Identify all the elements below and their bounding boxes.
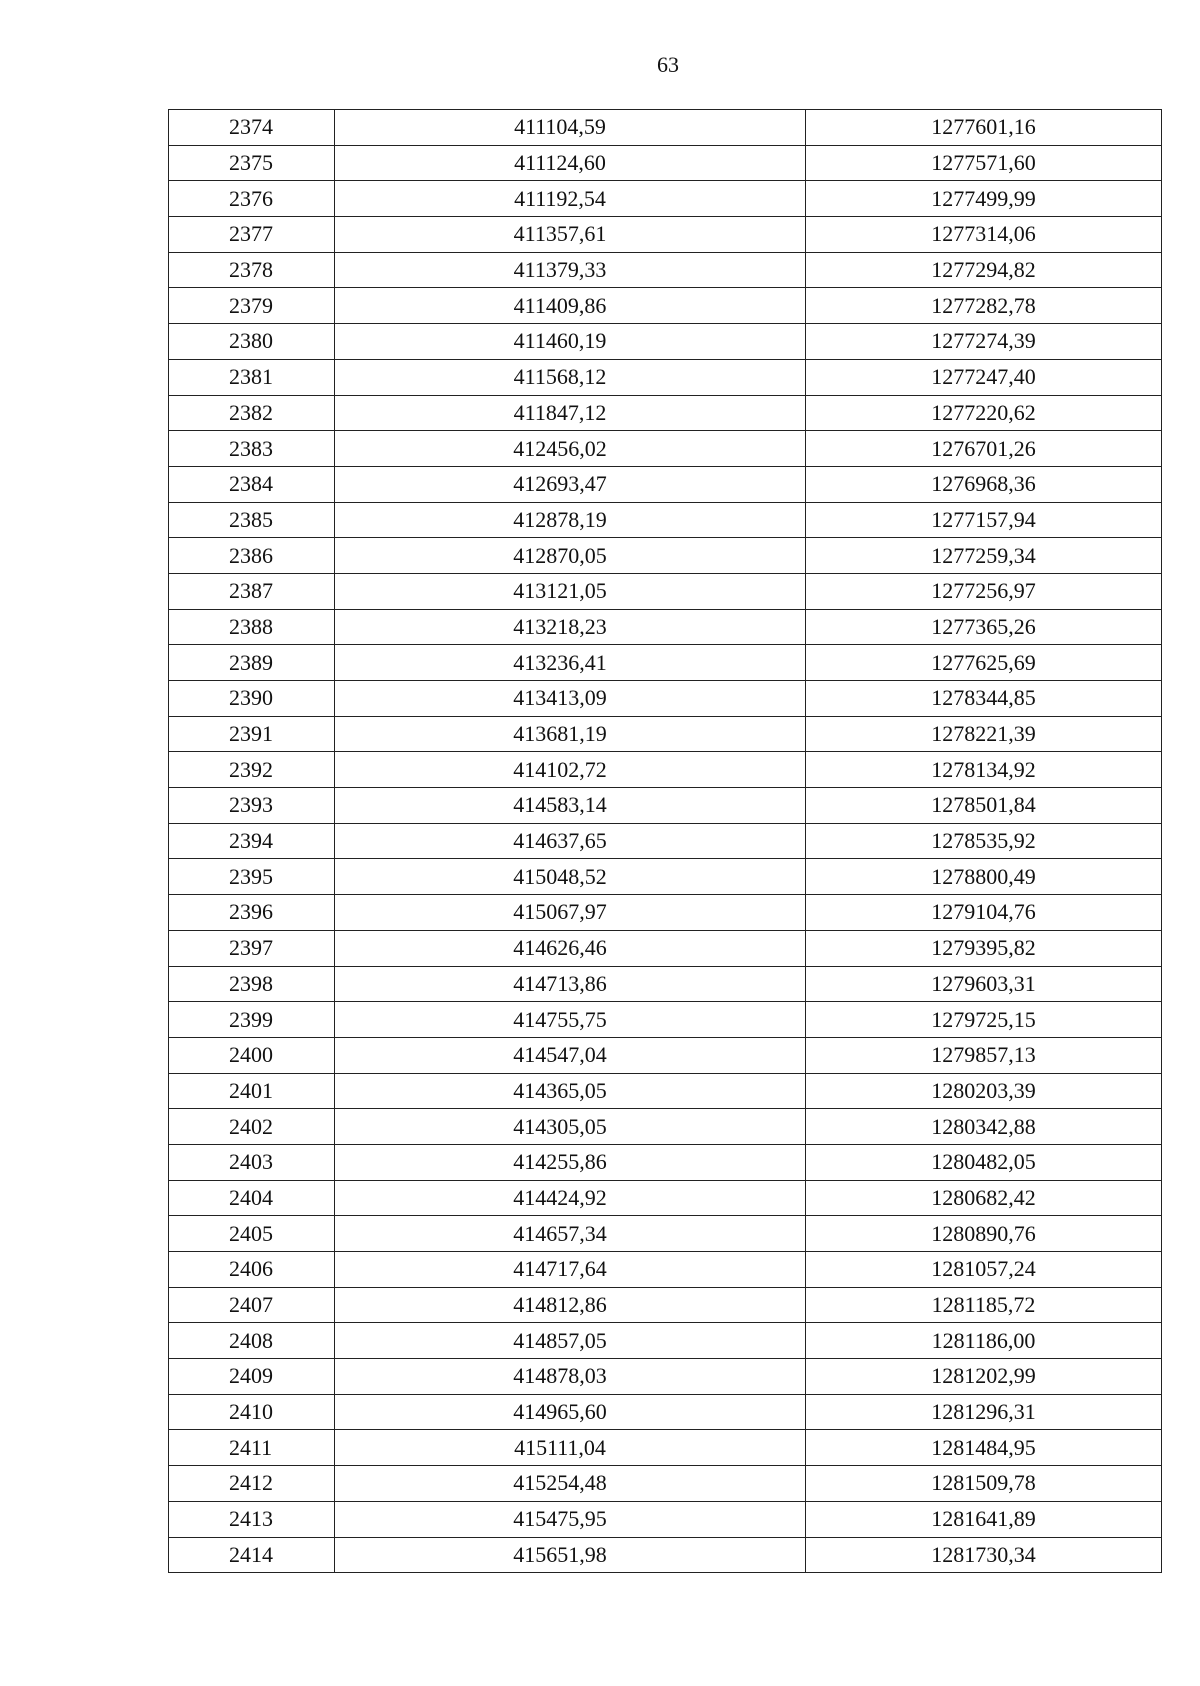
point-number-cell: 2405 [169,1216,335,1252]
point-number-cell: 2393 [169,788,335,824]
x-coordinate-cell: 411379,33 [335,252,806,288]
point-number-cell: 2378 [169,252,335,288]
x-coordinate-cell: 411568,12 [335,359,806,395]
table-row [169,1430,1162,1466]
coordinates-table-body [169,110,1162,1573]
table-row [169,538,1162,574]
x-coordinate-cell: 411409,86 [335,288,806,324]
y-coordinate-cell: 1279104,76 [806,895,1162,931]
y-coordinate-cell: 1279725,15 [806,1002,1162,1038]
point-number-cell: 2402 [169,1109,335,1145]
x-coordinate-cell: 415254,48 [335,1466,806,1502]
x-coordinate-cell: 415651,98 [335,1537,806,1573]
table-row [169,217,1162,253]
x-coordinate-cell: 414755,75 [335,1002,806,1038]
table-row [169,930,1162,966]
x-coordinate-cell: 415111,04 [335,1430,806,1466]
point-number-cell: 2412 [169,1466,335,1502]
y-coordinate-cell: 1277259,34 [806,538,1162,574]
x-coordinate-cell: 411847,12 [335,395,806,431]
y-coordinate-cell: 1277247,40 [806,359,1162,395]
point-number-cell: 2379 [169,288,335,324]
y-coordinate-cell: 1276968,36 [806,466,1162,502]
y-coordinate-cell: 1281484,95 [806,1430,1162,1466]
x-coordinate-cell: 414965,60 [335,1394,806,1430]
point-number-cell: 2400 [169,1037,335,1073]
x-coordinate-cell: 414424,92 [335,1180,806,1216]
point-number-cell: 2396 [169,895,335,931]
x-coordinate-cell: 414713,86 [335,966,806,1002]
point-number-cell: 2381 [169,359,335,395]
table-row [169,395,1162,431]
point-number-cell: 2410 [169,1394,335,1430]
y-coordinate-cell: 1281641,89 [806,1501,1162,1537]
table-row [169,252,1162,288]
table-row [169,145,1162,181]
table-row [169,895,1162,931]
y-coordinate-cell: 1278800,49 [806,859,1162,895]
x-coordinate-cell: 415067,97 [335,895,806,931]
table-row [169,1466,1162,1502]
y-coordinate-cell: 1278501,84 [806,788,1162,824]
y-coordinate-cell: 1277256,97 [806,573,1162,609]
table-row [169,359,1162,395]
table-row [169,573,1162,609]
y-coordinate-cell: 1281296,31 [806,1394,1162,1430]
x-coordinate-cell: 412456,02 [335,431,806,467]
point-number-cell: 2387 [169,573,335,609]
y-coordinate-cell: 1277274,39 [806,324,1162,360]
point-number-cell: 2377 [169,217,335,253]
x-coordinate-cell: 414365,05 [335,1073,806,1109]
x-coordinate-cell: 412878,19 [335,502,806,538]
y-coordinate-cell: 1276701,26 [806,431,1162,467]
x-coordinate-cell: 411104,59 [335,110,806,146]
x-coordinate-cell: 414102,72 [335,752,806,788]
point-number-cell: 2407 [169,1287,335,1323]
y-coordinate-cell: 1277314,06 [806,217,1162,253]
y-coordinate-cell: 1278344,85 [806,681,1162,717]
x-coordinate-cell: 413121,05 [335,573,806,609]
y-coordinate-cell: 1277294,82 [806,252,1162,288]
x-coordinate-cell: 411357,61 [335,217,806,253]
table-row [169,1501,1162,1537]
y-coordinate-cell: 1278134,92 [806,752,1162,788]
table-row [169,1394,1162,1430]
x-coordinate-cell: 411124,60 [335,145,806,181]
point-number-cell: 2408 [169,1323,335,1359]
x-coordinate-cell: 413218,23 [335,609,806,645]
table-row [169,1109,1162,1145]
x-coordinate-cell: 415048,52 [335,859,806,895]
table-row [169,1537,1162,1573]
table-row [169,1002,1162,1038]
table-row [169,788,1162,824]
table-row [169,1323,1162,1359]
point-number-cell: 2376 [169,181,335,217]
table-row [169,1216,1162,1252]
x-coordinate-cell: 414637,65 [335,823,806,859]
point-number-cell: 2399 [169,1002,335,1038]
y-coordinate-cell: 1278221,39 [806,716,1162,752]
x-coordinate-cell: 413413,09 [335,681,806,717]
point-number-cell: 2390 [169,681,335,717]
point-number-cell: 2380 [169,324,335,360]
y-coordinate-cell: 1280682,42 [806,1180,1162,1216]
x-coordinate-cell: 414857,05 [335,1323,806,1359]
point-number-cell: 2395 [169,859,335,895]
table-row [169,752,1162,788]
x-coordinate-cell: 411460,19 [335,324,806,360]
table-row [169,1287,1162,1323]
point-number-cell: 2397 [169,930,335,966]
table-row [169,1359,1162,1395]
table-row [169,1144,1162,1180]
table-row [169,431,1162,467]
table-row [169,1180,1162,1216]
table-row [169,859,1162,895]
table-row [169,181,1162,217]
x-coordinate-cell: 411192,54 [335,181,806,217]
x-coordinate-cell: 414812,86 [335,1287,806,1323]
point-number-cell: 2374 [169,110,335,146]
coordinates-table [168,109,1162,1573]
point-number-cell: 2385 [169,502,335,538]
y-coordinate-cell: 1277625,69 [806,645,1162,681]
x-coordinate-cell: 414255,86 [335,1144,806,1180]
table-row [169,1037,1162,1073]
x-coordinate-cell: 413681,19 [335,716,806,752]
point-number-cell: 2398 [169,966,335,1002]
x-coordinate-cell: 414547,04 [335,1037,806,1073]
y-coordinate-cell: 1281730,34 [806,1537,1162,1573]
table-row [169,1073,1162,1109]
y-coordinate-cell: 1280203,39 [806,1073,1162,1109]
x-coordinate-cell: 414657,34 [335,1216,806,1252]
point-number-cell: 2404 [169,1180,335,1216]
y-coordinate-cell: 1281185,72 [806,1287,1162,1323]
y-coordinate-cell: 1280482,05 [806,1144,1162,1180]
y-coordinate-cell: 1277365,26 [806,609,1162,645]
point-number-cell: 2389 [169,645,335,681]
x-coordinate-cell: 414878,03 [335,1359,806,1395]
y-coordinate-cell: 1277220,62 [806,395,1162,431]
table-row [169,645,1162,681]
table-row [169,681,1162,717]
y-coordinate-cell: 1281509,78 [806,1466,1162,1502]
point-number-cell: 2394 [169,823,335,859]
point-number-cell: 2414 [169,1537,335,1573]
table-row [169,466,1162,502]
table-row [169,288,1162,324]
table-row [169,1252,1162,1288]
x-coordinate-cell: 414583,14 [335,788,806,824]
x-coordinate-cell: 415475,95 [335,1501,806,1537]
table-row [169,324,1162,360]
y-coordinate-cell: 1279395,82 [806,930,1162,966]
table-row [169,966,1162,1002]
point-number-cell: 2401 [169,1073,335,1109]
point-number-cell: 2382 [169,395,335,431]
y-coordinate-cell: 1281057,24 [806,1252,1162,1288]
y-coordinate-cell: 1279603,31 [806,966,1162,1002]
x-coordinate-cell: 414717,64 [335,1252,806,1288]
page-number: 63 [657,52,679,77]
point-number-cell: 2391 [169,716,335,752]
point-number-cell: 2406 [169,1252,335,1288]
point-number-cell: 2409 [169,1359,335,1395]
point-number-cell: 2392 [169,752,335,788]
x-coordinate-cell: 412693,47 [335,466,806,502]
y-coordinate-cell: 1281186,00 [806,1323,1162,1359]
point-number-cell: 2375 [169,145,335,181]
point-number-cell: 2383 [169,431,335,467]
y-coordinate-cell: 1280342,88 [806,1109,1162,1145]
point-number-cell: 2384 [169,466,335,502]
y-coordinate-cell: 1277571,60 [806,145,1162,181]
y-coordinate-cell: 1278535,92 [806,823,1162,859]
table-row [169,502,1162,538]
y-coordinate-cell: 1277601,16 [806,110,1162,146]
y-coordinate-cell: 1277499,99 [806,181,1162,217]
point-number-cell: 2386 [169,538,335,574]
table-row [169,110,1162,146]
x-coordinate-cell: 414305,05 [335,1109,806,1145]
table-row [169,716,1162,752]
y-coordinate-cell: 1279857,13 [806,1037,1162,1073]
x-coordinate-cell: 412870,05 [335,538,806,574]
y-coordinate-cell: 1277157,94 [806,502,1162,538]
x-coordinate-cell: 413236,41 [335,645,806,681]
table-row [169,823,1162,859]
x-coordinate-cell: 414626,46 [335,930,806,966]
y-coordinate-cell: 1280890,76 [806,1216,1162,1252]
table-row [169,609,1162,645]
point-number-cell: 2403 [169,1144,335,1180]
point-number-cell: 2413 [169,1501,335,1537]
point-number-cell: 2388 [169,609,335,645]
y-coordinate-cell: 1281202,99 [806,1359,1162,1395]
point-number-cell: 2411 [169,1430,335,1466]
y-coordinate-cell: 1277282,78 [806,288,1162,324]
